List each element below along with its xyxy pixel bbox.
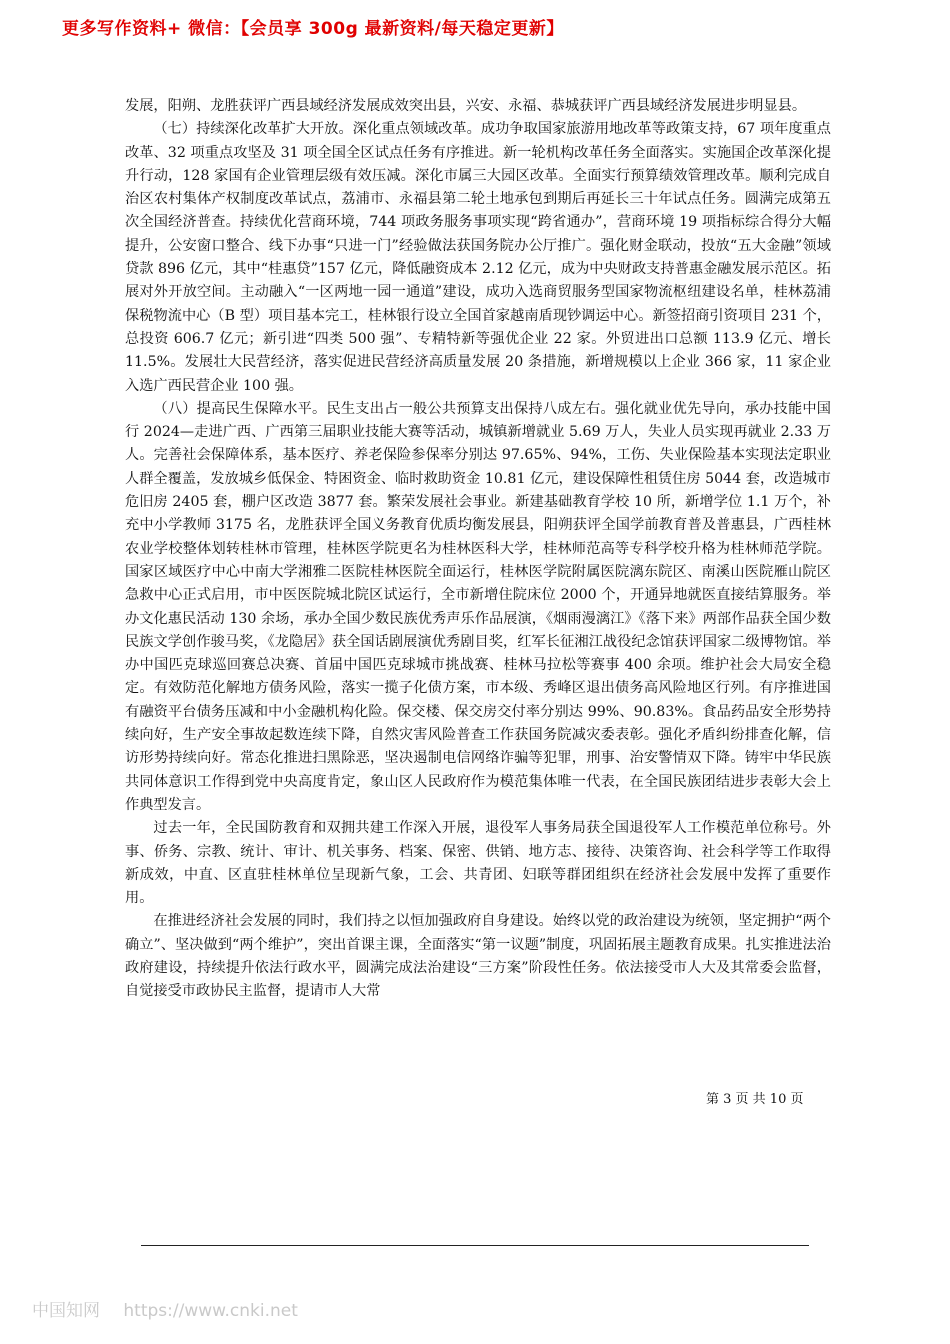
footer-divider (141, 1245, 809, 1246)
paragraph-government-building: 在推进经济社会发展的同时，我们持之以恒加强政府自身建设。始终以党的政治建设为统领，坚定拥护“两个确立”、坚决做到“两个维护”，突出首课主课，全面落实“第一议题”制度，巩固拓展主题教育成果。扎实推进法治政府建设，持续提升依法行政水平，圆满完成法治建设“三方案”阶段性任务。依法接受市人大及其常委会监督，自觉接受市政协民主监督，提请市人大常 (125, 913, 831, 1000)
document-body (125, 95, 831, 1004)
watermark-site-name: 中国知网 (32, 1301, 100, 1321)
page-number: 第 3 页 共 10 页 (706, 1092, 804, 1107)
paragraph-reform-opening: （七）持续深化改革扩大开放。深化重点领域改革。成功争取国家旅游用地改革等政策支持，67 项年度重点改革、32 项重点攻坚及 31 项全国全区试点任务有序推进。新一轮机构改革任务全面落实。实施国企改革深化提升行动，128 家国有企业管理层级有效压减。深化市属三大园区改革。全面实行预算绩效管理改革。顺利完成自治区农村集体产权制度改革试点，荔浦市、永福县第二轮土地承包到期后再延长三十年试点任务。圆满完成第五次全国经济普查。持续优化营商环境，744 项政务服务事项实现“跨省通办”，营商环境 19 项指标综合得分大幅提升，公安窗口整合、线下办事“只进一门”经验做法获国务院办公厅推广。强化财金联动，投放“五大金融”领域贷款 896 亿元，其中“桂惠贷”157 亿元，降低融资成本 2.12 亿元，成为中央财政支持普惠金融发展示范区。拓展对外开放空间。主动融入“一区两地一园一通道”建设，成功入选商贸服务型国家物流枢纽建设名单，桂林荔浦保税物流中心（B 型）项目基本完工，桂林银行设立全国首家越南盾现钞调运中心。新签招商引资项目 231 个，总投资 606.7 亿元；新引进“四类 500 强”、专精特新等强优企业 22 家。外贸进出口总额 113.9 亿元、增长 11.5%。发展壮大民营经济，落实促进民营经济高质量发展 20 条措施，新增规模以上企业 366 家，11 家企业入选广西民营企业 100 强。 (125, 121, 831, 394)
paragraph-continuation: 发展，阳朔、龙胜获评广西县域经济发展成效突出县，兴安、永福、恭城获评广西县域经济发展进步明显县。 (125, 98, 807, 114)
watermark (32, 1296, 298, 1321)
paragraph-past-year: 过去一年，全民国防教育和双拥共建工作深入开展，退役军人事务局获全国退役军人工作模范单位称号。外事、侨务、宗教、统计、审计、机关事务、档案、保密、供销、地方志、接待、决策咨询、社会科学等工作取得新成效，中直、区直驻桂林单位呈现新气象，工会、共青团、妇联等群团组织在经济社会发展中发挥了重要作用。 (125, 820, 831, 907)
watermark-url: https://www.cnki.net (123, 1301, 298, 1321)
promo-banner: 更多写作资料+ 微信：【会员享 300g 最新资料/每天稳定更新】 (62, 19, 564, 39)
paragraph-livelihood: （八）提高民生保障水平。民生支出占一般公共预算支出保持八成左右。强化就业优先导向，承办技能中国行 2024—走进广西、广西第三届职业技能大赛等活动，城镇新增就业 5.69 万人，失业人员实现再就业 2.33 万人。完善社会保障体系，基本医疗、养老保险参保率分别达 97.65%、94%，工伤、失业保险基本实现法定职业人群全覆盖，发放城乡低保金、特困资金、临时救助资金 10.81 亿元，建设保障性租赁住房 5044 套，改造城市危旧房 2405 套，棚户区改造 3877 套。繁荣发展社会事业。新建基础教育学校 10 所，新增学位 1.1 万个，补充中小学教师 3175 名，龙胜获评全国义务教育优质均衡发展县，阳朔获评全国学前教育普及普惠县，广西桂林农业学校整体划转桂林市管理，桂林医学院更名为桂林医科大学，桂林师范高等专科学校升格为桂林师范学院。国家区域医疗中心中南大学湘雅二医院桂林医院全面运行，桂林医学院附属医院漓东院区、南溪山医院雁山院区急救中心正式启用，市中医医院城北院区试运行，全市新增住院床位 2000 个，开通异地就医直接结算服务。举办文化惠民活动 130 余场，承办全国少数民族优秀声乐作品展演，《烟雨漫漓江》《落下来》两部作品获全国少数民族文学创作骏马奖，《龙隐居》获全国话剧展演优秀剧目奖，红军长征湘江战役纪念馆获评国家二级博物馆。举办中国匹克球巡回赛总决赛、首届中国匹克球城市挑战赛、桂林马拉松等赛事 400 余项。维护社会大局安全稳定。有效防范化解地方债务风险，落实一揽子化债方案，市本级、秀峰区退出债务高风险地区行列。有序推进国有融资平台债务压减和中小金融机构化险。保交楼、保交房交付率分别达 99%、90.83%。食品药品安全形势持续向好，生产安全事故起数连续下降，自然灾害风险普查工作获国务院减灾委表彰。强化矛盾纠纷排查化解，信访形势持续向好。常态化推进扫黑除恶，坚决遏制电信网络诈骗等犯罪，刑事、治安警情双下降。铸牢中华民族共同体意识工作得到党中央高度肯定，象山区人民政府作为模范集体唯一代表，在全国民族团结进步表彰大会上作典型发言。 (125, 400, 831, 813)
